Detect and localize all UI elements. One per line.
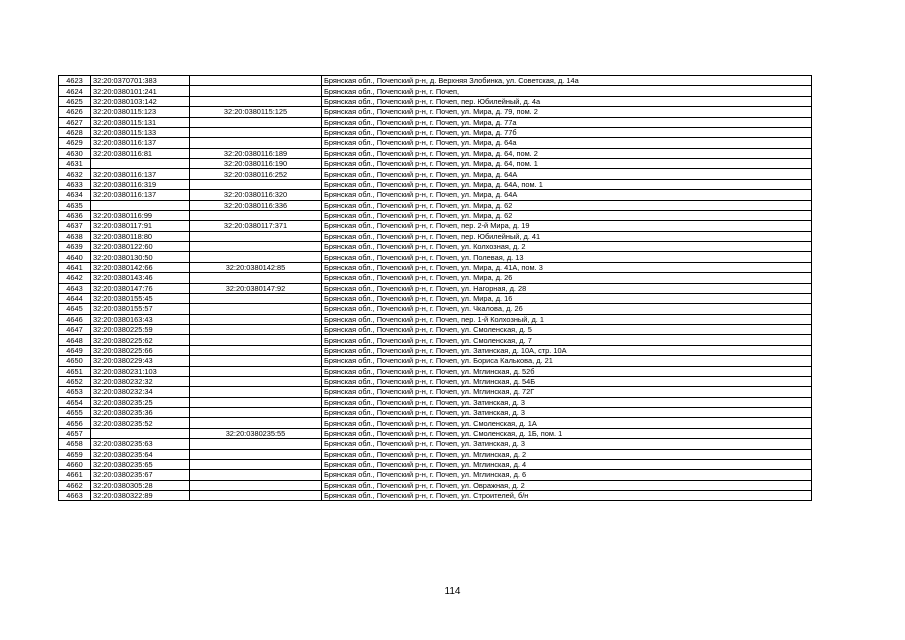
row-number-cell: 4628 xyxy=(59,127,91,137)
linked-cadastral-number-cell xyxy=(190,387,322,397)
table-row xyxy=(59,138,812,148)
linked-cadastral-number-cell xyxy=(190,76,322,86)
address-cell: Брянская обл., Почепский р-н, г. Почеп, ул. Колхозная, д. 2 xyxy=(322,242,812,252)
linked-cadastral-number-cell xyxy=(190,376,322,386)
linked-cadastral-number-cell xyxy=(190,96,322,106)
cadastral-number-cell: 32:20:0380103:142 xyxy=(91,96,190,106)
address-cell: Брянская обл., Почепский р-н, г. Почеп, ул. Строителей, б/н xyxy=(322,491,812,501)
cadastral-number-cell: 32:20:0380235:36 xyxy=(91,408,190,418)
cadastral-number-cell: 32:20:0380229:43 xyxy=(91,356,190,366)
address-cell: Брянская обл., Почепский р-н, г. Почеп, ул. Мира, д. 64, пом. 2 xyxy=(322,148,812,158)
cadastral-number-cell: 32:20:0380305:28 xyxy=(91,480,190,490)
cadastral-number-cell: 32:20:0380117:91 xyxy=(91,221,190,231)
row-number-cell: 4658 xyxy=(59,439,91,449)
cadastral-number-cell: 32:20:0380143:46 xyxy=(91,273,190,283)
table-row xyxy=(59,148,812,158)
table-row xyxy=(59,107,812,117)
row-number-cell: 4636 xyxy=(59,210,91,220)
row-number-cell: 4641 xyxy=(59,262,91,272)
cadastral-number-cell: 32:20:0380235:67 xyxy=(91,470,190,480)
row-number-cell: 4632 xyxy=(59,169,91,179)
registry-table xyxy=(58,75,812,501)
cadastral-number-cell: 32:20:0380155:57 xyxy=(91,304,190,314)
linked-cadastral-number-cell xyxy=(190,138,322,148)
linked-cadastral-number-cell xyxy=(190,127,322,137)
table-row xyxy=(59,231,812,241)
row-number-cell: 4661 xyxy=(59,470,91,480)
row-number-cell: 4631 xyxy=(59,159,91,169)
table-row xyxy=(59,273,812,283)
address-cell: Брянская обл., Почепский р-н, г. Почеп, ул. Мглинская, д. 6 xyxy=(322,470,812,480)
linked-cadastral-number-cell xyxy=(190,480,322,490)
table-row xyxy=(59,252,812,262)
table-row xyxy=(59,408,812,418)
address-cell: Брянская обл., Почепский р-н, г. Почеп, ул. Мира, д. 64а xyxy=(322,138,812,148)
linked-cadastral-number-cell xyxy=(190,439,322,449)
address-cell: Брянская обл., Почепский р-н, г. Почеп, ул. Мглинская, д. 4 xyxy=(322,459,812,469)
page-number: 114 xyxy=(444,586,461,597)
linked-cadastral-number-cell xyxy=(190,397,322,407)
row-number-cell: 4624 xyxy=(59,86,91,96)
cadastral-number-cell: 32:20:0380116:319 xyxy=(91,179,190,189)
address-cell: Брянская обл., Почепский р-н, г. Почеп, ул. Мира, д. 26 xyxy=(322,273,812,283)
row-number-cell: 4635 xyxy=(59,200,91,210)
row-number-cell: 4627 xyxy=(59,117,91,127)
linked-cadastral-number-cell xyxy=(190,304,322,314)
row-number-cell: 4651 xyxy=(59,366,91,376)
row-number-cell: 4662 xyxy=(59,480,91,490)
address-cell: Брянская обл., Почепский р-н, г. Почеп, ул. Мира, д. 64А xyxy=(322,169,812,179)
address-cell: Брянская обл., Почепский р-н, г. Почеп, ул. Полевая, д. 13 xyxy=(322,252,812,262)
linked-cadastral-number-cell xyxy=(190,179,322,189)
linked-cadastral-number-cell: 32:20:0380147:92 xyxy=(190,283,322,293)
cadastral-number-cell xyxy=(91,159,190,169)
address-cell: Брянская обл., Почепский р-н, г. Почеп, ул. Мглинская, д. 52б xyxy=(322,366,812,376)
cadastral-number-cell: 32:20:0380115:123 xyxy=(91,107,190,117)
cadastral-number-cell: 32:20:0380232:34 xyxy=(91,387,190,397)
table-row xyxy=(59,304,812,314)
cadastral-number-cell: 32:20:0380232:32 xyxy=(91,376,190,386)
address-cell: Брянская обл., Почепский р-н, г. Почеп, ул. Бориса Калькова, д. 21 xyxy=(322,356,812,366)
cadastral-number-cell: 32:20:0380101:241 xyxy=(91,86,190,96)
address-cell: Брянская обл., Почепский р-н, г. Почеп, ул. Мира, д. 64А, пом. 1 xyxy=(322,179,812,189)
cadastral-number-cell: 32:20:0380235:52 xyxy=(91,418,190,428)
linked-cadastral-number-cell xyxy=(190,366,322,376)
row-number-cell: 4634 xyxy=(59,190,91,200)
table-row xyxy=(59,418,812,428)
linked-cadastral-number-cell: 32:20:0380116:189 xyxy=(190,148,322,158)
cadastral-number-cell: 32:20:0380235:65 xyxy=(91,459,190,469)
cadastral-number-cell: 32:20:0380116:99 xyxy=(91,210,190,220)
linked-cadastral-number-cell xyxy=(190,408,322,418)
table-row xyxy=(59,335,812,345)
table-row xyxy=(59,169,812,179)
linked-cadastral-number-cell xyxy=(190,449,322,459)
registry-table-body xyxy=(59,76,812,501)
address-cell: Брянская обл., Почепский р-н, г. Почеп, ул. Мира, д. 79, пом. 2 xyxy=(322,107,812,117)
table-row xyxy=(59,376,812,386)
cadastral-number-cell xyxy=(91,428,190,438)
row-number-cell: 4633 xyxy=(59,179,91,189)
linked-cadastral-number-cell: 32:20:0380142:85 xyxy=(190,262,322,272)
table-row xyxy=(59,179,812,189)
table-row xyxy=(59,397,812,407)
address-cell: Брянская обл., Почепский р-н, г. Почеп, xyxy=(322,86,812,96)
cadastral-number-cell xyxy=(91,200,190,210)
cadastral-number-cell: 32:20:0380130:50 xyxy=(91,252,190,262)
address-cell: Брянская обл., Почепский р-н, г. Почеп, ул. Овражная, д. 2 xyxy=(322,480,812,490)
linked-cadastral-number-cell xyxy=(190,470,322,480)
cadastral-number-cell: 32:20:0380115:131 xyxy=(91,117,190,127)
table-row xyxy=(59,387,812,397)
address-cell: Брянская обл., Почепский р-н, г. Почеп, ул. Нагорная, д. 28 xyxy=(322,283,812,293)
table-row xyxy=(59,293,812,303)
address-cell: Брянская обл., Почепский р-н, г. Почеп, ул. Мира, д. 62 xyxy=(322,200,812,210)
address-cell: Брянская обл., Почепский р-н, г. Почеп, ул. Мира, д. 64А xyxy=(322,190,812,200)
table-row xyxy=(59,356,812,366)
row-number-cell: 4650 xyxy=(59,356,91,366)
linked-cadastral-number-cell: 32:20:0380115:125 xyxy=(190,107,322,117)
row-number-cell: 4637 xyxy=(59,221,91,231)
linked-cadastral-number-cell: 32:20:0380117:371 xyxy=(190,221,322,231)
linked-cadastral-number-cell xyxy=(190,252,322,262)
cadastral-number-cell: 32:20:0380322:89 xyxy=(91,491,190,501)
table-row xyxy=(59,459,812,469)
cadastral-number-cell: 32:20:0380235:25 xyxy=(91,397,190,407)
table-row xyxy=(59,262,812,272)
linked-cadastral-number-cell xyxy=(190,459,322,469)
address-cell: Брянская обл., Почепский р-н, г. Почеп, ул. Мглинская, д. 72Г xyxy=(322,387,812,397)
cadastral-number-cell: 32:20:0380225:62 xyxy=(91,335,190,345)
row-number-cell: 4646 xyxy=(59,314,91,324)
address-cell: Брянская обл., Почепский р-н, г. Почеп, ул. Мира, д. 77б xyxy=(322,127,812,137)
linked-cadastral-number-cell xyxy=(190,345,322,355)
cadastral-number-cell: 32:20:0380163:43 xyxy=(91,314,190,324)
table-row xyxy=(59,76,812,86)
cadastral-number-cell: 32:20:0380116:137 xyxy=(91,190,190,200)
linked-cadastral-number-cell xyxy=(190,356,322,366)
row-number-cell: 4656 xyxy=(59,418,91,428)
address-cell: Брянская обл., Почепский р-н, г. Почеп, ул. Мира, д. 41А, пом. 3 xyxy=(322,262,812,272)
table-row xyxy=(59,325,812,335)
cadastral-number-cell: 32:20:0380118:80 xyxy=(91,231,190,241)
linked-cadastral-number-cell xyxy=(190,231,322,241)
linked-cadastral-number-cell xyxy=(190,210,322,220)
address-cell: Брянская обл., Почепский р-н, г. Почеп, пер. 1-й Колхозный, д. 1 xyxy=(322,314,812,324)
table-row xyxy=(59,283,812,293)
table-row xyxy=(59,449,812,459)
row-number-cell: 4655 xyxy=(59,408,91,418)
table-row xyxy=(59,470,812,480)
table-row xyxy=(59,117,812,127)
table-row xyxy=(59,200,812,210)
row-number-cell: 4654 xyxy=(59,397,91,407)
linked-cadastral-number-cell: 32:20:0380116:320 xyxy=(190,190,322,200)
cadastral-number-cell: 32:20:0380142:66 xyxy=(91,262,190,272)
row-number-cell: 4659 xyxy=(59,449,91,459)
linked-cadastral-number-cell xyxy=(190,325,322,335)
cadastral-number-cell: 32:20:0380115:133 xyxy=(91,127,190,137)
address-cell: Брянская обл., Почепский р-н, г. Почеп, ул. Затинская, д. 3 xyxy=(322,397,812,407)
row-number-cell: 4647 xyxy=(59,325,91,335)
address-cell: Брянская обл., Почепский р-н, г. Почеп, ул. Затинская, д. 3 xyxy=(322,408,812,418)
row-number-cell: 4638 xyxy=(59,231,91,241)
address-cell: Брянская обл., Почепский р-н, д. Верхняя Злобинка, ул. Советская, д. 14а xyxy=(322,76,812,86)
table-row xyxy=(59,127,812,137)
row-number-cell: 4625 xyxy=(59,96,91,106)
table-row xyxy=(59,242,812,252)
row-number-cell: 4648 xyxy=(59,335,91,345)
row-number-cell: 4639 xyxy=(59,242,91,252)
row-number-cell: 4623 xyxy=(59,76,91,86)
address-cell: Брянская обл., Почепский р-н, г. Почеп, ул. Смоленская, д. 1А xyxy=(322,418,812,428)
linked-cadastral-number-cell: 32:20:0380116:336 xyxy=(190,200,322,210)
row-number-cell: 4640 xyxy=(59,252,91,262)
row-number-cell: 4630 xyxy=(59,148,91,158)
linked-cadastral-number-cell xyxy=(190,335,322,345)
table-row xyxy=(59,314,812,324)
row-number-cell: 4657 xyxy=(59,428,91,438)
address-cell: Брянская обл., Почепский р-н, г. Почеп, ул. Смоленская, д. 7 xyxy=(322,335,812,345)
cadastral-number-cell: 32:20:0380235:64 xyxy=(91,449,190,459)
linked-cadastral-number-cell xyxy=(190,418,322,428)
cadastral-number-cell: 32:20:0380116:81 xyxy=(91,148,190,158)
cadastral-number-cell: 32:20:0370701:383 xyxy=(91,76,190,86)
row-number-cell: 4629 xyxy=(59,138,91,148)
address-cell: Брянская обл., Почепский р-н, г. Почеп, ул. Смоленская, д. 5 xyxy=(322,325,812,335)
table-row xyxy=(59,480,812,490)
linked-cadastral-number-cell xyxy=(190,314,322,324)
address-cell: Брянская обл., Почепский р-н, г. Почеп, ул. Мглинская, д. 2 xyxy=(322,449,812,459)
linked-cadastral-number-cell xyxy=(190,242,322,252)
row-number-cell: 4645 xyxy=(59,304,91,314)
table-row xyxy=(59,96,812,106)
table-row xyxy=(59,190,812,200)
cadastral-number-cell: 32:20:0380116:137 xyxy=(91,169,190,179)
table-row xyxy=(59,159,812,169)
linked-cadastral-number-cell xyxy=(190,273,322,283)
table-row xyxy=(59,439,812,449)
address-cell: Брянская обл., Почепский р-н, г. Почеп, ул. Затинская, д. 3 xyxy=(322,439,812,449)
linked-cadastral-number-cell xyxy=(190,491,322,501)
address-cell: Брянская обл., Почепский р-н, г. Почеп, ул. Мира, д. 16 xyxy=(322,293,812,303)
linked-cadastral-number-cell xyxy=(190,86,322,96)
table-row xyxy=(59,366,812,376)
row-number-cell: 4643 xyxy=(59,283,91,293)
cadastral-number-cell: 32:20:0380147:76 xyxy=(91,283,190,293)
cadastral-number-cell: 32:20:0380225:59 xyxy=(91,325,190,335)
linked-cadastral-number-cell: 32:20:0380116:190 xyxy=(190,159,322,169)
row-number-cell: 4653 xyxy=(59,387,91,397)
table-row xyxy=(59,86,812,96)
table-row xyxy=(59,491,812,501)
table-row xyxy=(59,345,812,355)
cadastral-number-cell: 32:20:0380122:60 xyxy=(91,242,190,252)
row-number-cell: 4660 xyxy=(59,459,91,469)
address-cell: Брянская обл., Почепский р-н, г. Почеп, пер. Юбилейный, д. 4а xyxy=(322,96,812,106)
table-row xyxy=(59,221,812,231)
cadastral-number-cell: 32:20:0380231:103 xyxy=(91,366,190,376)
cadastral-number-cell: 32:20:0380225:66 xyxy=(91,345,190,355)
address-cell: Брянская обл., Почепский р-н, г. Почеп, ул. Мира, д. 77а xyxy=(322,117,812,127)
address-cell: Брянская обл., Почепский р-н, г. Почеп, ул. Мира, д. 62 xyxy=(322,210,812,220)
row-number-cell: 4626 xyxy=(59,107,91,117)
row-number-cell: 4652 xyxy=(59,376,91,386)
linked-cadastral-number-cell: 32:20:0380235:55 xyxy=(190,428,322,438)
cadastral-number-cell: 32:20:0380155:45 xyxy=(91,293,190,303)
cadastral-number-cell: 32:20:0380235:63 xyxy=(91,439,190,449)
address-cell: Брянская обл., Почепский р-н, г. Почеп, пер. 2-й Мира, д. 19 xyxy=(322,221,812,231)
row-number-cell: 4644 xyxy=(59,293,91,303)
address-cell: Брянская обл., Почепский р-н, г. Почеп, ул. Чкалова, д. 26 xyxy=(322,304,812,314)
linked-cadastral-number-cell xyxy=(190,117,322,127)
table-row xyxy=(59,210,812,220)
linked-cadastral-number-cell: 32:20:0380116:252 xyxy=(190,169,322,179)
table-row xyxy=(59,428,812,438)
row-number-cell: 4663 xyxy=(59,491,91,501)
address-cell: Брянская обл., Почепский р-н, г. Почеп, ул. Смоленская, д. 1Б, пом. 1 xyxy=(322,428,812,438)
address-cell: Брянская обл., Почепский р-н, г. Почеп, ул. Мглинская, д. 54Б xyxy=(322,376,812,386)
row-number-cell: 4642 xyxy=(59,273,91,283)
linked-cadastral-number-cell xyxy=(190,293,322,303)
address-cell: Брянская обл., Почепский р-н, г. Почеп, ул. Мира, д. 64, пом. 1 xyxy=(322,159,812,169)
cadastral-number-cell: 32:20:0380116:137 xyxy=(91,138,190,148)
address-cell: Брянская обл., Почепский р-н, г. Почеп, ул. Затинская, д. 10А, стр. 10А xyxy=(322,345,812,355)
address-cell: Брянская обл., Почепский р-н, г. Почеп, пер. Юбилейный, д. 41 xyxy=(322,231,812,241)
row-number-cell: 4649 xyxy=(59,345,91,355)
